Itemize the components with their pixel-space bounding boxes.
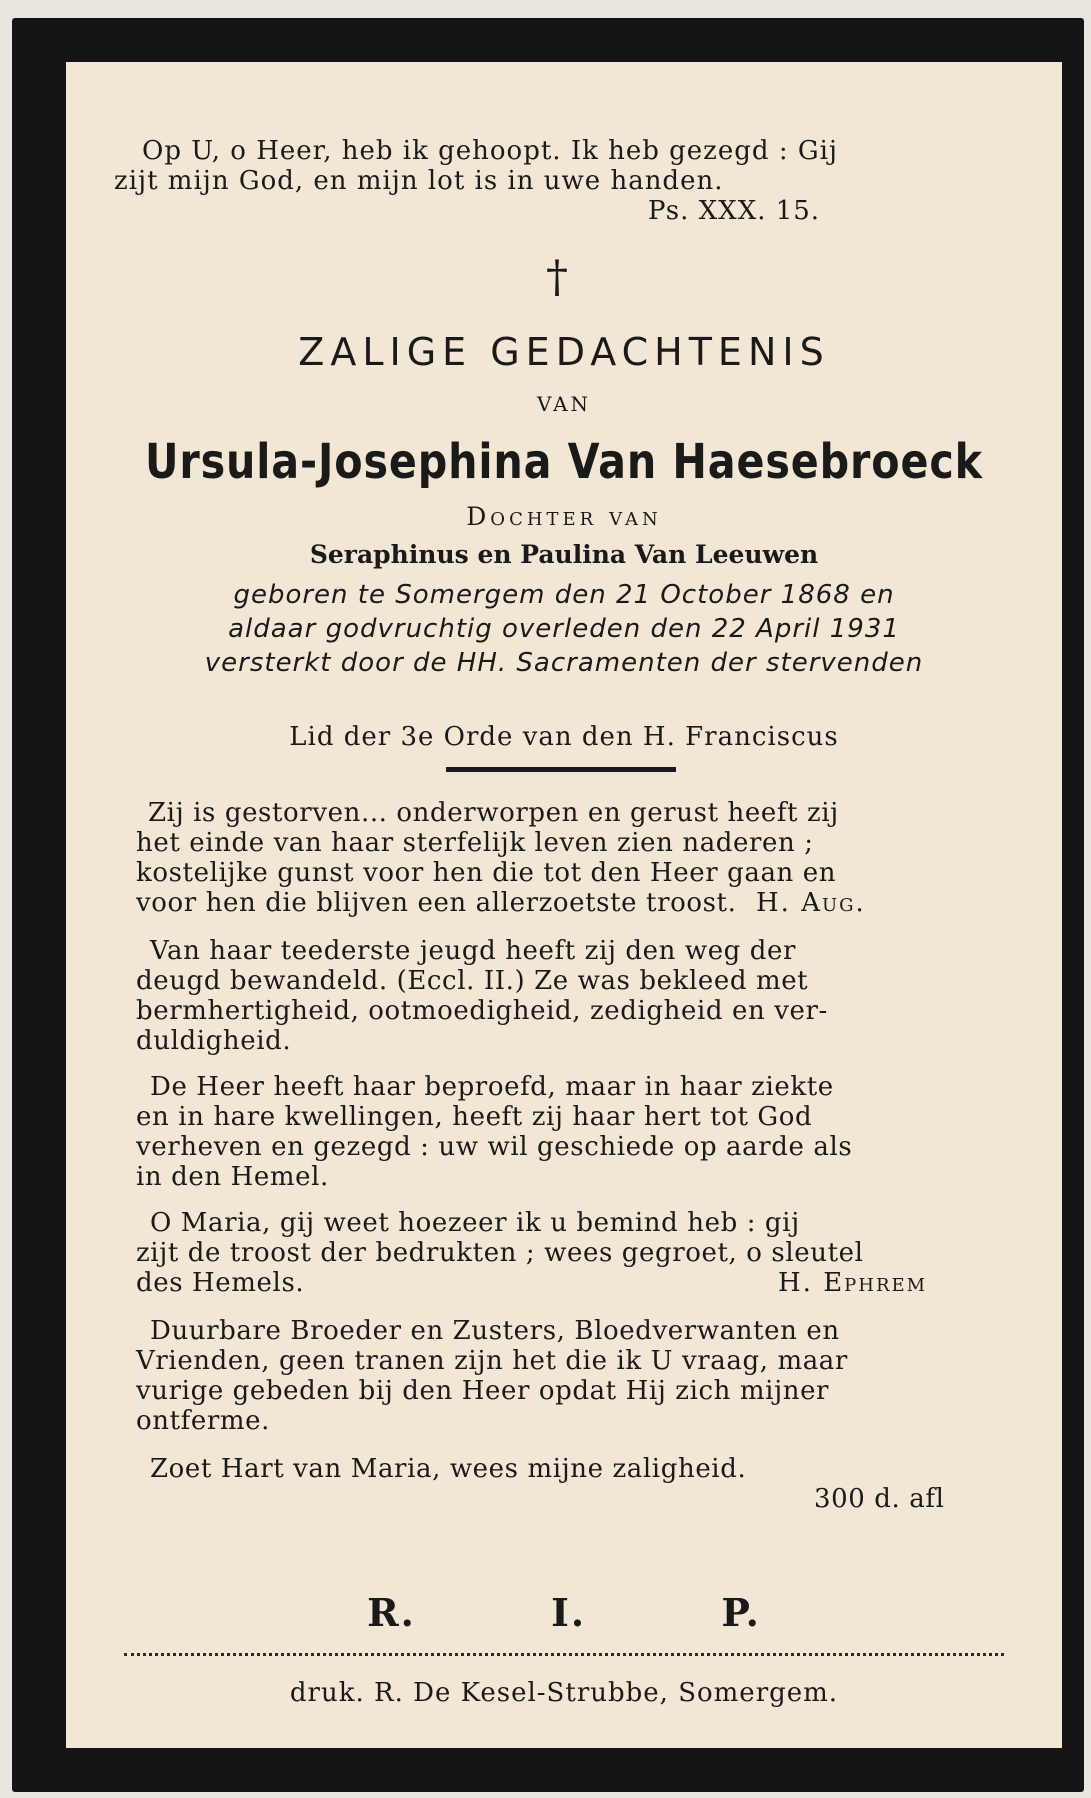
para-2-line-1: Van haar teederste jeugd heeft zij den weg der	[150, 936, 797, 966]
para-5-line-4: ontferme.	[136, 1406, 270, 1436]
divider-rule	[446, 767, 676, 772]
para-3-line-3: verheven en gezegd : uw wil geschiede op aarde als	[136, 1132, 853, 1162]
rip-initials: R. I. P.	[367, 1590, 761, 1635]
sacraments-details: versterkt door de HH. Sacramenten der stervenden	[204, 648, 924, 678]
memorial-title: ZALIGE GEDACHTENIS	[298, 330, 830, 374]
epigraph-line-2: zijt mijn God, en mijn lot is in uwe handen.	[114, 166, 724, 196]
cross-icon: †	[546, 252, 568, 303]
printer-credit: druk. R. De Kesel-Strubbe, Somergem.	[289, 1678, 839, 1708]
para-6-line-1: Zoet Hart van Maria, wees mijne zaligheid.	[150, 1454, 747, 1484]
para-3-line-2: en in hare kwellingen, heeft zij haar hert tot God	[136, 1102, 813, 1132]
para-5-line-3: vurige gebeden bij den Heer opdat Hij zich mijner	[136, 1376, 830, 1406]
para-1-attribution: H. Aug.	[756, 888, 866, 918]
para-2-line-2: deugd bewandeld. (Eccl. II.) Ze was bekleed met	[136, 966, 809, 996]
death-details: aldaar godvruchtig overleden den 22 April 1931	[228, 614, 900, 644]
para-5-line-2: Vrienden, geen tranen zijn het die ik U vraag, maar	[136, 1346, 848, 1376]
order-membership: Lid der 3e Orde van den H. Franciscus	[289, 722, 839, 752]
para-4-line-2: zijt de troost der bedrukten ; wees gegroet, o sleutel	[136, 1238, 864, 1268]
memorial-card	[12, 18, 1084, 1792]
para-4-attribution: H. Ephrem	[778, 1268, 928, 1298]
epigraph-reference: Ps. XXX. 15.	[648, 196, 821, 226]
para-4-line-1: O Maria, gij weet hoezeer ik u bemind heb : gij	[150, 1208, 800, 1238]
card-paper	[66, 62, 1062, 1748]
deceased-name: Ursula-Josephina Van Haesebroeck	[145, 434, 983, 490]
para-3-line-1: De Heer heeft haar beproefd, maar in haar ziekte	[150, 1072, 834, 1102]
para-1-line-3: kostelijke gunst voor hen die tot den Heer gaan en	[136, 858, 837, 888]
para-1-line-2: het einde van haar sterfelijk leven zien naderen ;	[136, 828, 814, 858]
para-3-line-4: in den Hemel.	[136, 1162, 329, 1192]
indulgence-note: 300 d. afl	[814, 1484, 945, 1514]
para-4-line-3: des Hemels.	[136, 1268, 305, 1298]
van-label: VAN	[536, 392, 592, 416]
birth-details: geboren te Somergem den 21 October 1868 en	[233, 580, 895, 610]
para-2-line-4: duldigheid.	[136, 1026, 292, 1056]
para-5-line-1: Duurbare Broeder en Zusters, Bloedverwanten en	[150, 1316, 840, 1346]
dotted-divider	[124, 1653, 1004, 1656]
epigraph-line-1: Op U, o Heer, heb ik gehoopt. Ik heb gezegd : Gij	[142, 136, 838, 166]
para-2-line-3: bermhertigheid, ootmoedigheid, zedigheid en ver-	[136, 996, 828, 1026]
dochter-van-label: Dochter van	[466, 502, 662, 531]
para-1-line-4: voor hen die blijven een allerzoetste troost.	[136, 888, 737, 918]
para-1-line-1: Zij is gestorven... onderworpen en gerust heeft zij	[148, 798, 839, 828]
parents-names: Seraphinus en Paulina Van Leeuwen	[309, 540, 819, 569]
